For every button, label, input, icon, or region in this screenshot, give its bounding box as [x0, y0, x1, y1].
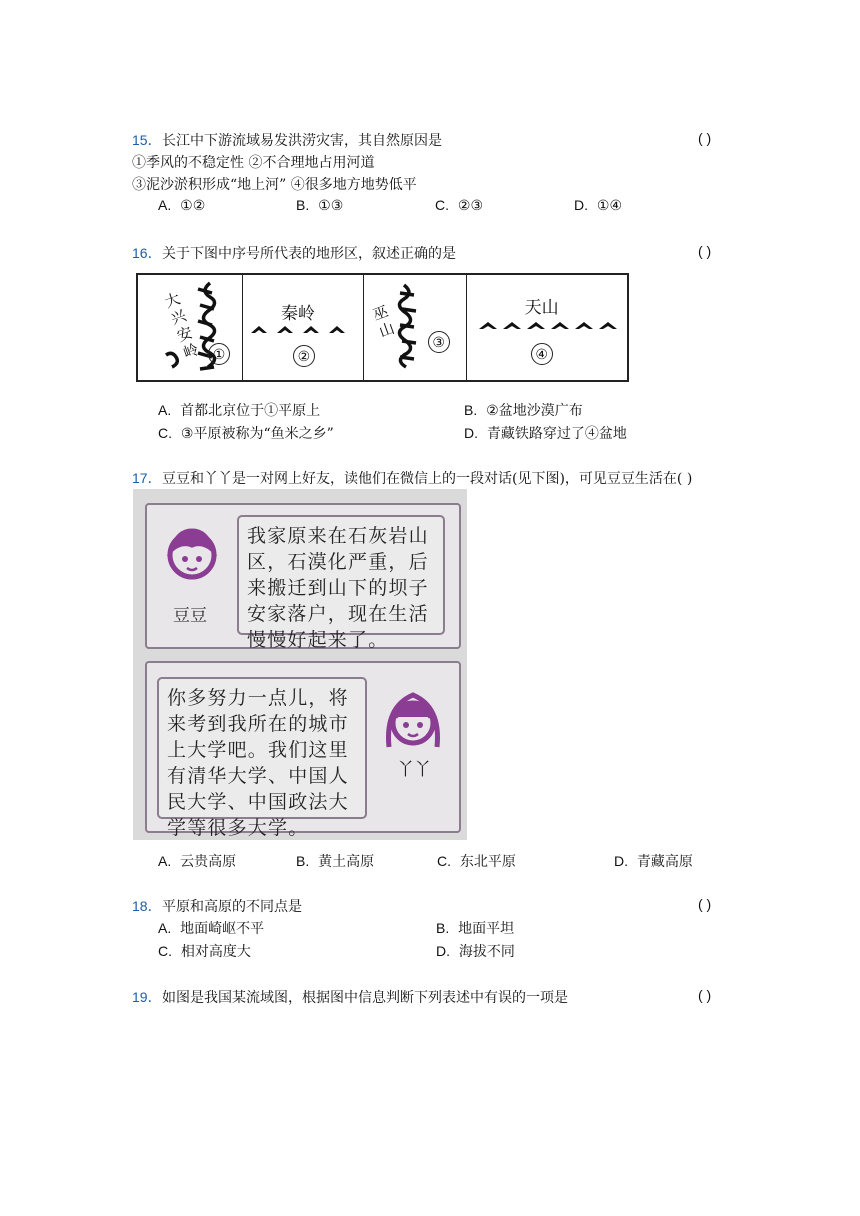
option-d[interactable]: D. 海拔不同 — [436, 943, 515, 960]
answer-paren: ( ) — [698, 896, 712, 912]
question-stem: 豆豆和丫丫是一对网上好友，读他们在微信上的一段对话(见下图)，可见豆豆生活在( ) — [162, 471, 693, 487]
avatar-girl-icon — [163, 521, 221, 585]
option-a[interactable]: A. 地面崎岖不平 — [158, 920, 265, 937]
region-mark: ③ — [428, 331, 450, 353]
option-a[interactable]: A. 云贵高原 — [158, 853, 237, 870]
option-c[interactable]: C. 相对高度大 — [158, 943, 251, 960]
answer-paren: ( ) — [698, 243, 712, 259]
range-label: 巫山 — [370, 302, 397, 341]
answer-paren: ( ) — [698, 987, 712, 1003]
range-label: 大兴安岭 — [162, 289, 202, 363]
option-b[interactable]: B. ①③ — [296, 197, 344, 214]
region-mark: ② — [293, 345, 315, 367]
statement-line: ①季风的不稳定性 ②不合理地占用河道 — [132, 155, 375, 171]
option-d[interactable]: D. 青藏铁路穿过了④盆地 — [464, 425, 627, 442]
option-b[interactable]: B. 黄土高原 — [296, 853, 375, 870]
question-number: 18． — [132, 898, 162, 914]
statement-line: ③泥沙淤积形成“地上河” ④很多地方地势低平 — [132, 177, 417, 193]
chat-panel-top — [145, 503, 461, 649]
chat-bubble: 我家原来在石灰岩山区，石漠化严重，后来搬迁到山下的坝子安家落户，现在生活慢慢好起来了。 — [237, 515, 445, 635]
option-c[interactable]: C. 东北平原 — [437, 853, 516, 870]
question-number: 17． — [132, 470, 162, 486]
terrain-cell-4 — [467, 275, 627, 380]
question-stem: 如图是我国某流域图，根据图中信息判断下列表述中有误的一项是 — [162, 990, 568, 1006]
option-c[interactable]: C. ②③ — [435, 197, 484, 214]
mountain-ridge-icon — [467, 315, 629, 345]
option-b[interactable]: B. 地面平坦 — [436, 920, 515, 937]
terrain-cell-1 — [138, 275, 243, 380]
user-name: 丫丫 — [397, 760, 431, 780]
answer-paren: ( ) — [698, 130, 712, 146]
chat-bubble: 你多努力一点儿，将来考到我所在的城市上大学吧。我们这里有清华大学、中国人民大学、中国政法大学等很多大学。 — [157, 677, 367, 819]
range-label: 秦岭 — [280, 304, 315, 324]
question-stem: 平原和高原的不同点是 — [162, 899, 302, 915]
avatar-girl-icon — [381, 685, 445, 755]
option-c[interactable]: C. ③平原被称为“鱼米之乡” — [158, 425, 334, 442]
option-b[interactable]: B. ②盆地沙漠广布 — [464, 402, 583, 419]
terrain-cell-2 — [243, 275, 364, 380]
chat-figure — [133, 489, 467, 840]
region-mark: ④ — [531, 343, 553, 365]
chat-panel-bottom — [145, 661, 461, 839]
user-name: 豆豆 — [173, 606, 207, 626]
question-stem: 长江中下游流域易发洪涝灾害，其自然原因是 — [162, 133, 442, 149]
option-a[interactable]: A. 首都北京位于①平原上 — [158, 402, 321, 419]
question-stem: 关于下图中序号所代表的地形区，叙述正确的是 — [162, 246, 456, 262]
terrain-figure — [136, 273, 629, 382]
question-number: 16． — [132, 245, 162, 261]
option-d[interactable]: D. ①④ — [574, 197, 623, 214]
option-d[interactable]: D. 青藏高原 — [614, 853, 693, 870]
question-number: 15． — [132, 132, 162, 148]
option-a[interactable]: A. ①② — [158, 197, 206, 214]
question-number: 19． — [132, 989, 162, 1005]
region-mark: ① — [208, 343, 230, 365]
terrain-cell-3 — [364, 275, 467, 380]
range-label: 天山 — [524, 298, 559, 318]
